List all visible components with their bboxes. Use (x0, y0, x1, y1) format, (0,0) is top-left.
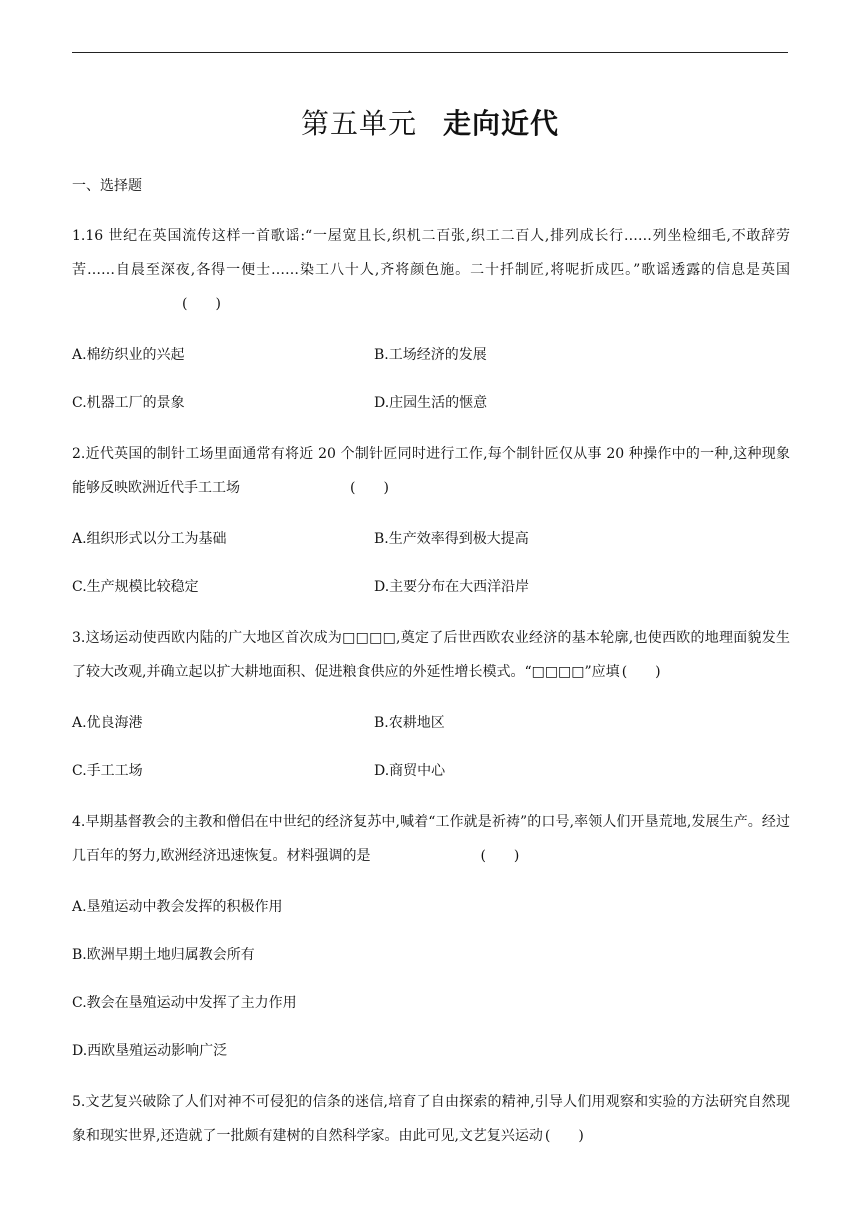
question-list (72, 175, 790, 1155)
option-c: C.机器工厂的景象 (72, 395, 185, 411)
option-a: A.垦殖运动中教会发挥的积极作用 (72, 899, 283, 915)
option-b: B.生产效率得到极大提高 (374, 531, 529, 547)
option-d: D.商贸中心 (374, 763, 446, 779)
option-b: B.工场经济的发展 (374, 347, 487, 363)
option-d: D.庄园生活的惬意 (374, 395, 488, 411)
option-d: D.西欧垦殖运动影响广泛 (72, 1043, 228, 1059)
question-stem: 3.这场运动使西欧内陆的广大地区首次成为□□□□,奠定了后世西欧农业经济的基本轮廓,也使西欧的地理面貌发生了较大改观,并确立起以扩大耕地面积、促进粮食供应的外延性增长模式。“□□□□”应填 ( ) (72, 621, 790, 689)
answer-blank: ( ) (621, 664, 661, 680)
answer-blank: ( ) (544, 1128, 584, 1144)
options (72, 883, 790, 1075)
option-b: B.农耕地区 (374, 715, 445, 731)
question-4 (72, 805, 790, 1075)
unit-title: 走向近代 (443, 107, 560, 140)
answer-blank: ( ) (350, 480, 389, 496)
option-c: C.教会在垦殖运动中发挥了主力作用 (72, 995, 297, 1011)
option-a: A.组织形式以分工为基础 (72, 531, 227, 547)
options (72, 515, 790, 611)
answer-blank: ( ) (480, 848, 520, 864)
question-stem: 1.16 世纪在英国流传这样一首歌谣:“一屋宽且长,织机二百张,织工二百人,排列成长行……列坐检细毛,不敢辞劳苦……自晨至深夜,各得一便士……染工八十人,齐将颜色施。二十扦制匠,将呢折成匹。”歌谣透露的信息是英国( ) (72, 219, 790, 321)
section-heading: 一、选择题 (72, 178, 142, 194)
question-1 (72, 219, 790, 427)
question-stem: 2.近代英国的制针工场里面通常有将近 20 个制针匠同时进行工作,每个制针匠仅从事 20 种操作中的一种,这种现象能够反映欧洲近代手工工场 ( ) (72, 437, 790, 505)
option-a: A.棉纺织业的兴起 (72, 347, 185, 363)
question-5 (72, 1085, 790, 1153)
unit-number: 第五单元 (300, 107, 417, 140)
options (72, 699, 790, 795)
options (72, 331, 790, 427)
option-c: C.生产规模比较稳定 (72, 579, 199, 595)
option-c: C.手工工场 (72, 763, 143, 779)
page-title (0, 102, 860, 142)
question-2 (72, 437, 790, 611)
option-a: A.优良海港 (72, 715, 143, 731)
question-3 (72, 621, 790, 795)
option-d: D.主要分布在大西洋沿岸 (374, 579, 530, 595)
header-rule (72, 52, 788, 53)
answer-blank: ( ) (182, 296, 221, 312)
question-stem: 4.早期基督教会的主教和僧侣在中世纪的经济复苏中,喊着“工作就是祈祷”的口号,率领人们开垦荒地,发展生产。经过几百年的努力,欧洲经济迅速恢复。材料强调的是 ( ) (72, 805, 790, 873)
option-b: B.欧洲早期土地归属教会所有 (72, 947, 255, 963)
question-stem: 5.文艺复兴破除了人们对神不可侵犯的信条的迷信,培育了自由探索的精神,引导人们用观察和实验的方法研究自然现象和现实世界,还造就了一批颇有建树的自然科学家。由此可见,文艺复兴运动 ( ) (72, 1085, 790, 1153)
